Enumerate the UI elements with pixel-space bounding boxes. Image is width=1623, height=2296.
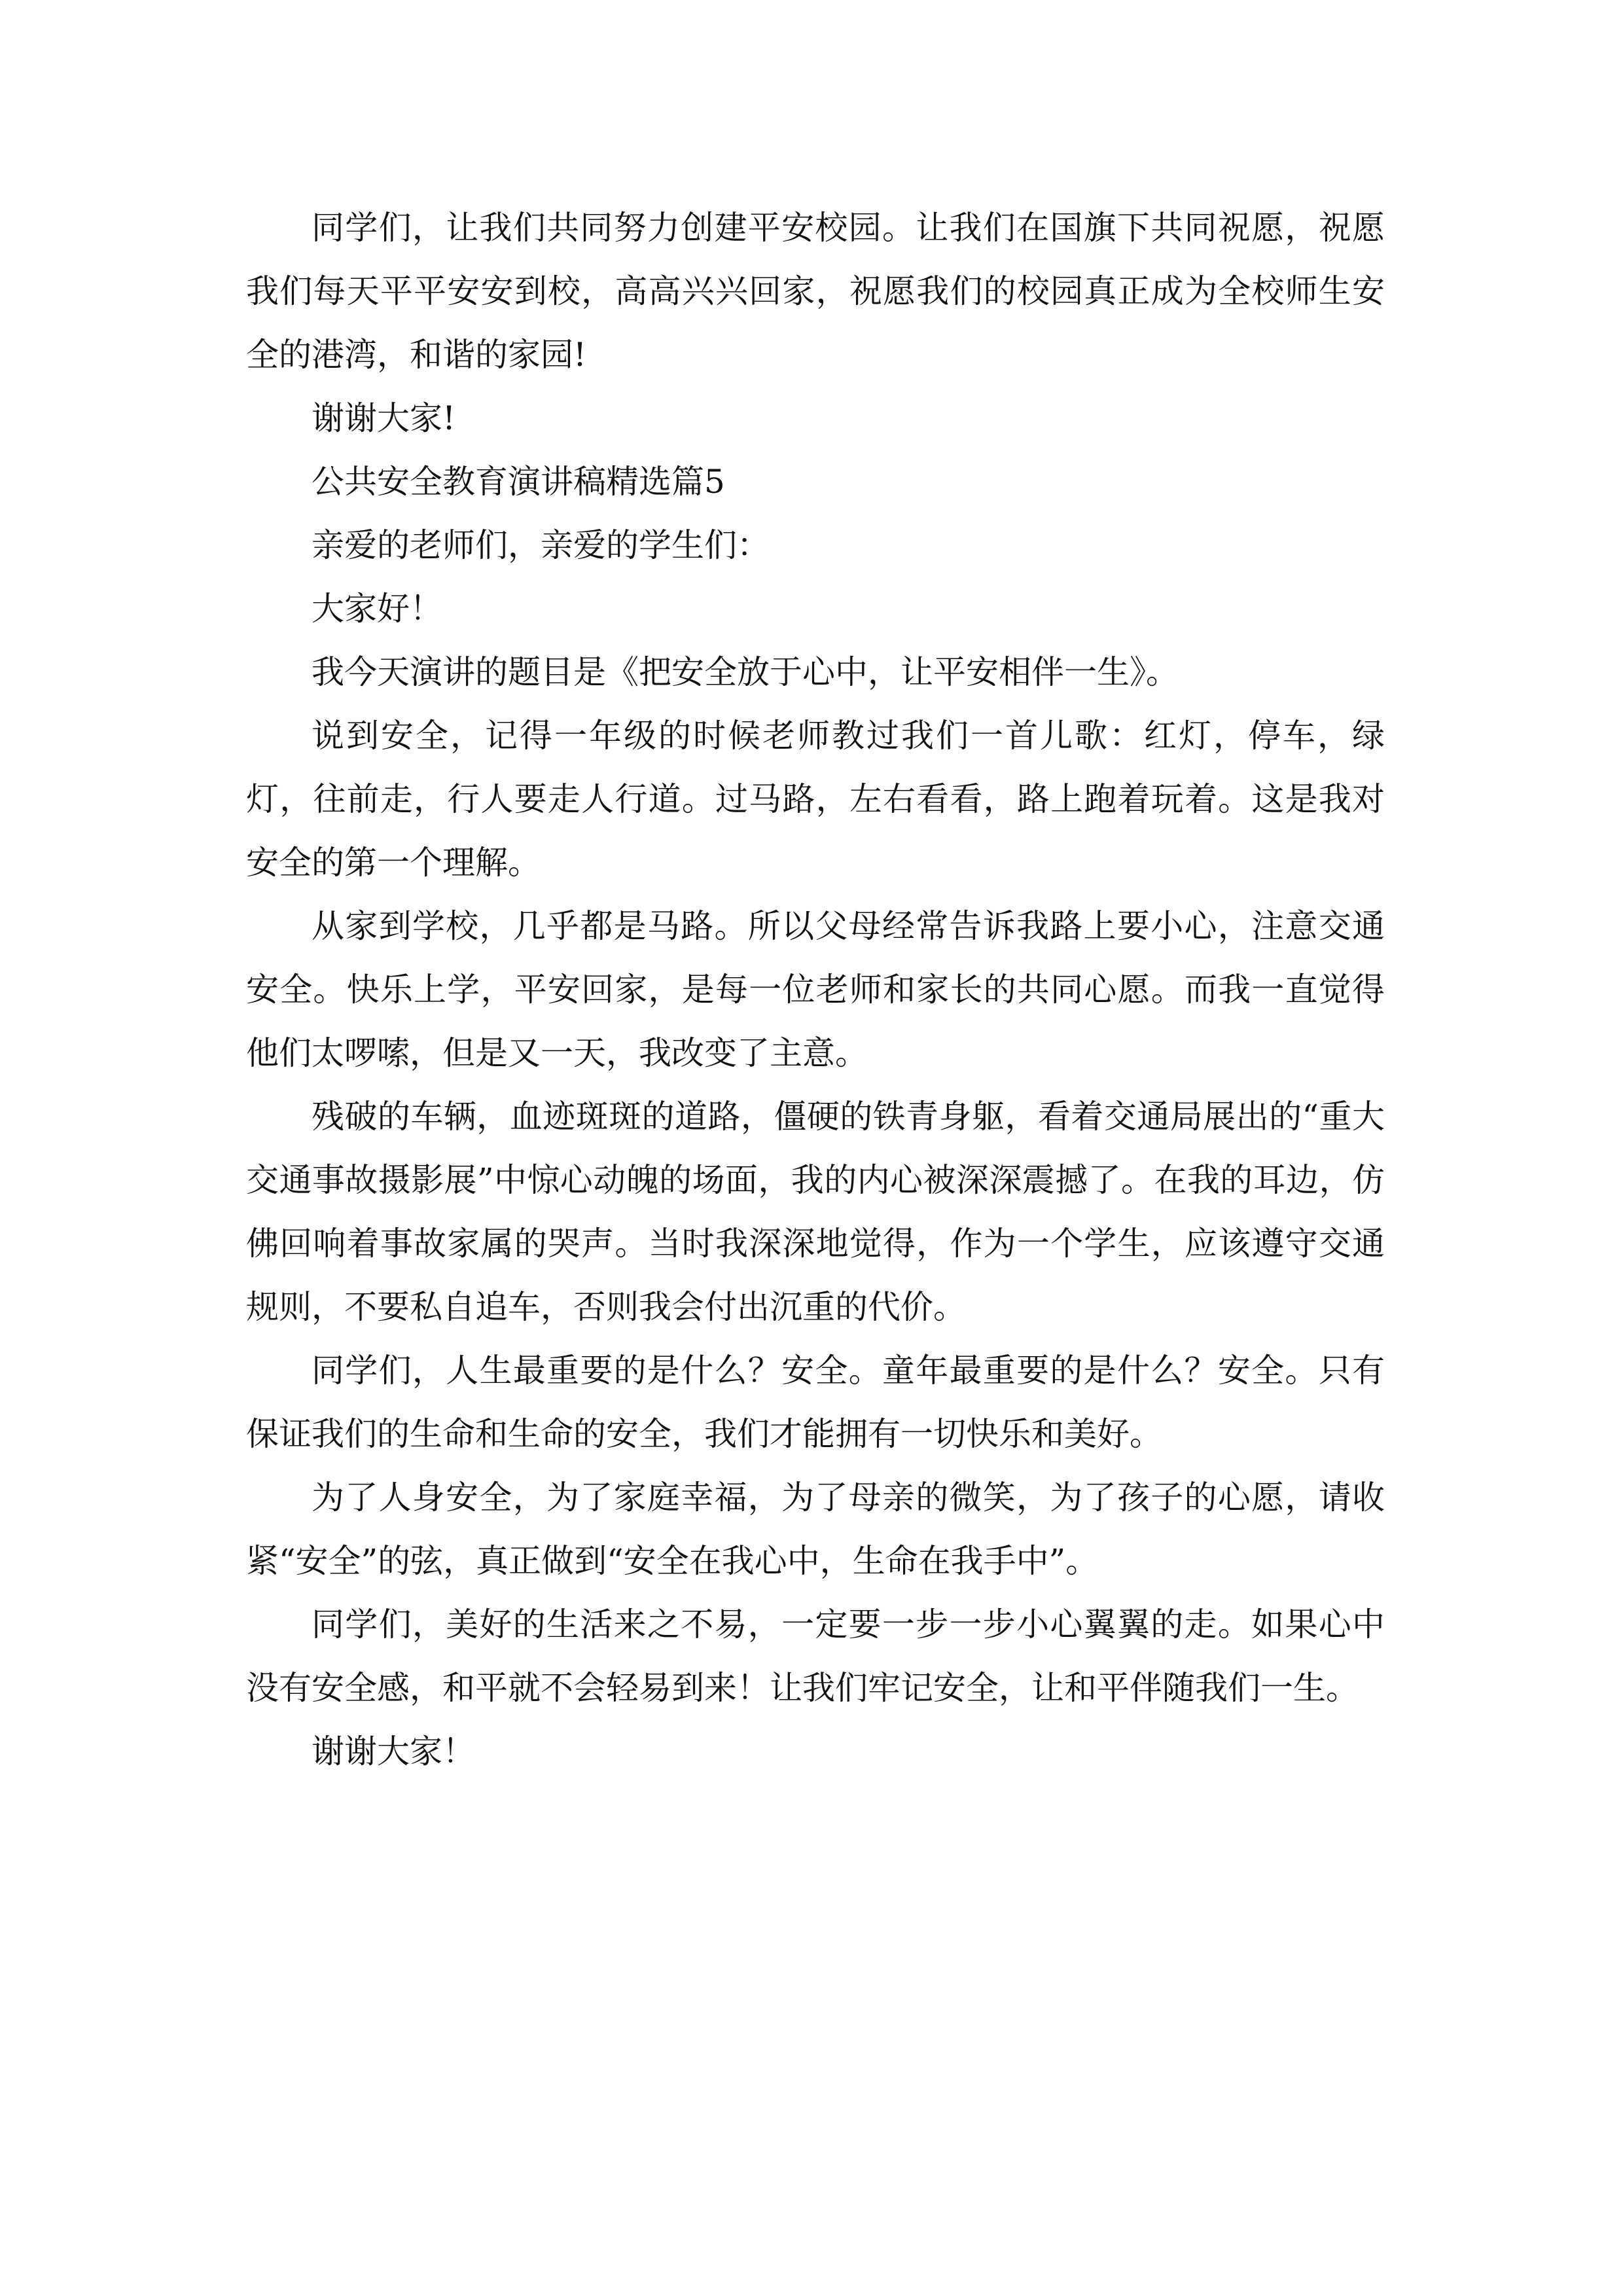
section-heading: 公共安全教育演讲稿精选篇5 [312, 463, 725, 501]
paragraph-good-life: 同学们，美好的生活来之不易，一定要一步一步小心翼翼的走。如果心中没有安全感，和平就不会轻易到来！让我们牢记安全，让和平伴随我们一生。 [246, 1605, 1385, 1707]
paragraph-nursery-rhyme: 说到安全，记得一年级的时候老师教过我们一首儿歌：红灯，停车，绿灯，往前走，行人要走人行道。过马路，左右看看，路上跑着玩着。这是我对安全的第一个理解。 [246, 717, 1385, 882]
paragraph-salutation: 亲爱的老师们，亲爱的学生们： [312, 526, 770, 564]
paragraph-greeting: 大家好！ [312, 590, 442, 628]
paragraph-closing-wish: 同学们，让我们共同努力创建平安校园。让我们在国旗下共同祝愿，祝愿我们每天平平安安到校，高高兴兴回家，祝愿我们的校园真正成为全校师生安全的港湾，和谐的家园! [246, 209, 1385, 374]
paragraph-speech-title: 我今天演讲的题目是《把安全放于心中，让平安相伴一生》。 [312, 653, 1179, 691]
paragraph-thanks-2: 谢谢大家！ [312, 1732, 475, 1770]
document-body [246, 196, 1385, 1784]
paragraph-thanks-1: 谢谢大家! [312, 399, 456, 437]
paragraph-home-to-school: 从家到学校，几乎都是马路。所以父母经常告诉我路上要小心，注意交通安全。快乐上学，平安回家，是每一位老师和家长的共同心愿。而我一直觉得他们太啰嗦，但是又一天，我改变了主意。 [246, 907, 1385, 1072]
paragraph-what-matters: 同学们，人生最重要的是什么？安全。童年最重要的是什么？安全。只有保证我们的生命和生命的安全，我们才能拥有一切快乐和美好。 [246, 1352, 1385, 1453]
paragraph-traffic-exhibition: 残破的车辆，血迹斑斑的道路，僵硬的铁青身躯，看着交通局展出的“重大交通事故摄影展”中惊心动魄的场面，我的内心被深深震撼了。在我的耳边，仿佛回响着事故家属的哭声。当时我深深地觉得，作为一个学生，应该遵守交通规则，不要私自追车，否则我会付出沉重的代价。 [246, 1098, 1385, 1326]
paragraph-safety-string: 为了人身安全，为了家庭幸福，为了母亲的微笑，为了孩子的心愿，请收紧“安全”的弦，真正做到“安全在我心中，生命在我手中”。 [246, 1479, 1385, 1580]
